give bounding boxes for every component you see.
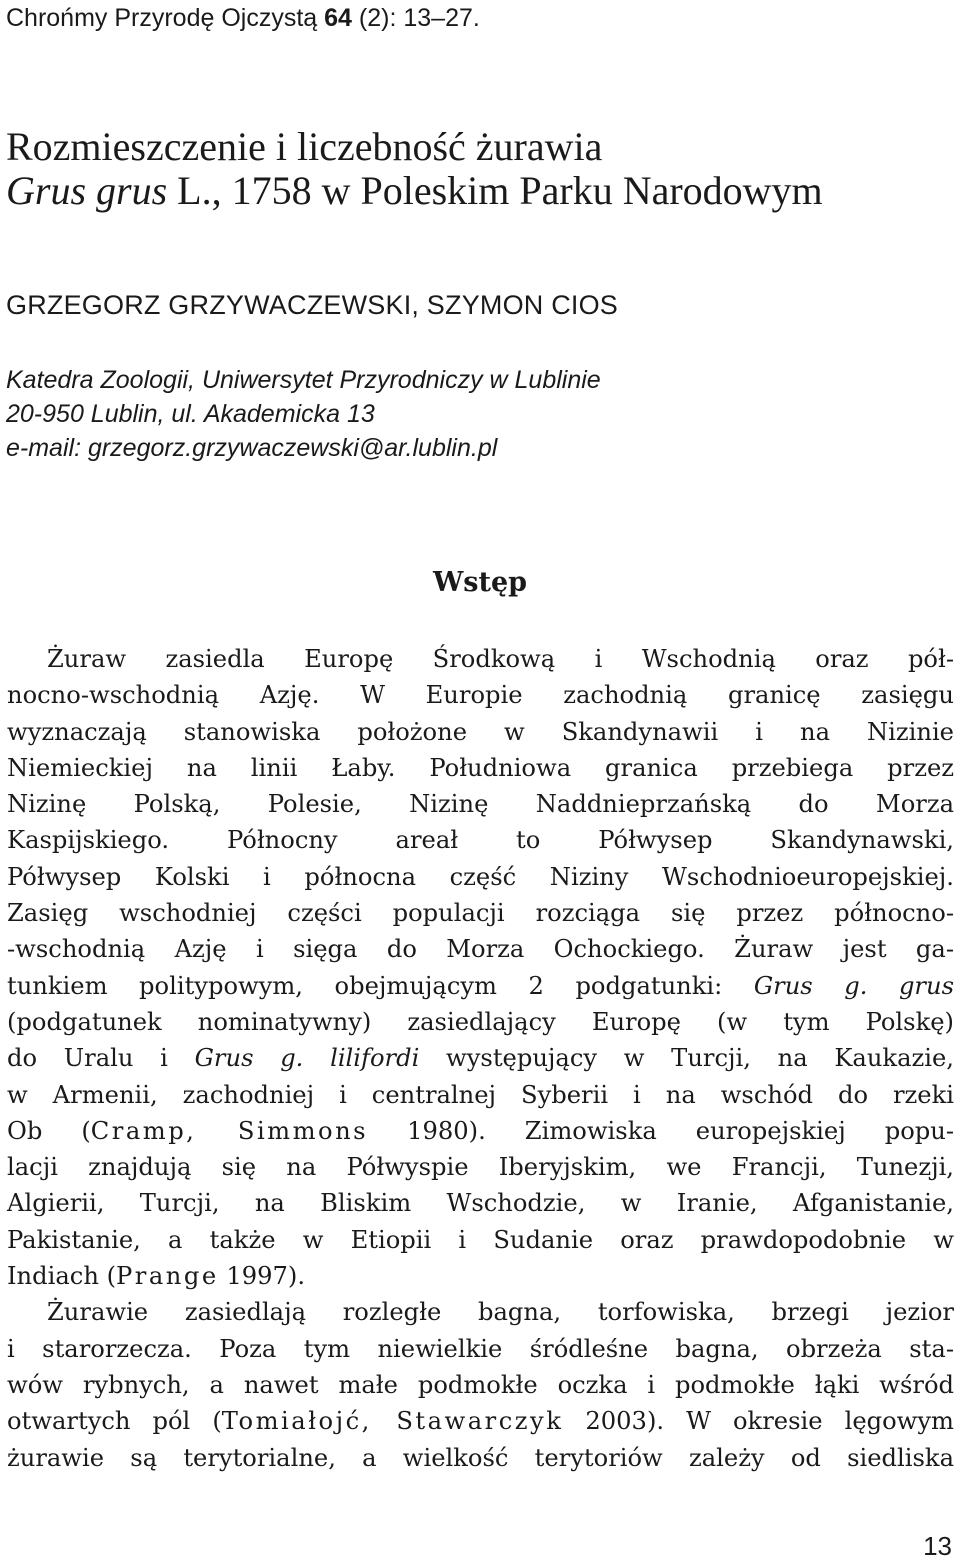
text-line: i starorzecza. Poza tym niewielkie śródleśne bagna, obrzeża sta- bbox=[7, 1334, 954, 1363]
page-number: 13 bbox=[923, 1531, 952, 1561]
paragraph-2 bbox=[7, 1294, 954, 1475]
text-line: Kaspijskiego. Północny areał to Półwysep Skandynawski, bbox=[7, 826, 954, 855]
text-line: Półwysep Kolski i północna część Niziny Wschodnioeuropejskiej. bbox=[7, 862, 954, 891]
citation-authors: Prange bbox=[116, 1262, 219, 1291]
text-line bbox=[7, 968, 954, 1004]
text-line bbox=[7, 1040, 954, 1076]
text-line bbox=[7, 1403, 954, 1439]
body-text bbox=[7, 641, 954, 1476]
text-segment: otwartych pól ( bbox=[7, 1407, 222, 1436]
text-segment: do Uralu i bbox=[7, 1044, 195, 1073]
citation-authors: Tomiałojć, Stawarczyk bbox=[221, 1407, 564, 1436]
affiliation-address: 20-950 Lublin, ul. Akademicka 13 bbox=[6, 400, 375, 428]
text-segment: 2003). W okresie lęgowym bbox=[563, 1407, 954, 1436]
species-name: Grus g. grus bbox=[753, 971, 954, 1000]
text-line: Niemieckiej na linii Łaby. Południowa granica przebiega przez bbox=[7, 753, 954, 782]
journal-issue-pages: (2): 13–27. bbox=[358, 4, 480, 32]
affiliation-department: Katedra Zoologii, Uniwersytet Przyrodniczy w Lublinie bbox=[6, 366, 601, 394]
text-line: lacji znajdują się na Półwyspie Iberyjskim, we Francji, Tunezji, bbox=[7, 1153, 954, 1182]
text-segment: Indiach ( bbox=[7, 1262, 117, 1291]
text-line: Algierii, Turcji, na Bliskim Wschodzie, w Iranie, Afganistanie, bbox=[7, 1189, 954, 1218]
text-segment: Ob ( bbox=[7, 1116, 91, 1145]
text-line: w Armenii, zachodniej i centralnej Syberii i na wschód do rzeki bbox=[7, 1080, 954, 1109]
citation-authors: Cramp, Simmons bbox=[90, 1116, 369, 1145]
title-line-2 bbox=[6, 169, 956, 213]
text-segment: 1997). bbox=[218, 1262, 306, 1291]
text-line: żurawie są terytorialne, a wielkość terytoriów zależy od siedliska bbox=[7, 1443, 954, 1472]
text-line: Żuraw zasiedla Europę Środkową i Wschodnią oraz pół- bbox=[47, 645, 954, 673]
journal-name: Chrońmy Przyrodę Ojczystą bbox=[6, 4, 318, 32]
text-line: Żurawie zasiedlają rozległe bagna, torfowiska, brzegi jezior bbox=[47, 1298, 954, 1327]
journal-volume: 64 bbox=[324, 4, 352, 32]
text-line: nocno-wschodnią Azję. W Europie zachodnią granicę zasięgu bbox=[7, 681, 954, 710]
text-line: Pakistanie, a także w Etiopii i Sudanie oraz prawdopodobnie w bbox=[7, 1225, 954, 1254]
text-line: wyznaczają stanowiska położone w Skandynawii i na Nizinie bbox=[7, 717, 954, 746]
text-line: (podgatunek nominatywny) zasiedlający Europę (w tym Polskę) bbox=[7, 1007, 954, 1036]
article-authors: GRZEGORZ GRZYWACZEWSKI, SZYMON CIOS bbox=[6, 290, 619, 320]
article-title bbox=[6, 125, 956, 213]
title-line-2-rest: L., 1758 w Poleskim Parku Narodowym bbox=[167, 168, 823, 213]
text-line: Nizinę Polską, Polesie, Nizinę Naddnieprzańską do Morza bbox=[7, 790, 954, 819]
text-segment: 1980). Zimowiska europejskiej popu- bbox=[368, 1116, 954, 1145]
text-line bbox=[7, 1113, 954, 1149]
text-line bbox=[7, 1258, 954, 1294]
text-segment: tunkiem politypowym, obejmującym 2 podgatunki: bbox=[7, 971, 754, 1000]
journal-reference bbox=[6, 2, 480, 34]
affiliation-email: e-mail: grzegorz.grzywaczewski@ar.lublin.pl bbox=[6, 434, 498, 462]
author-affiliation bbox=[6, 363, 601, 465]
text-line: -wschodnią Azję i sięga do Morza Ochockiego. Żuraw jest ga- bbox=[7, 935, 954, 964]
species-name: Grus g. lilifordi bbox=[194, 1044, 420, 1073]
title-line-1: Rozmieszczenie i liczebność żurawia bbox=[6, 124, 603, 169]
text-line: wów rybnych, a nawet małe podmokłe oczka i podmokłe łąki wśród bbox=[7, 1370, 954, 1399]
text-line: Zasięg wschodniej części populacji rozciąga się przez północno- bbox=[7, 899, 954, 928]
paragraph-1 bbox=[7, 641, 954, 1294]
title-species: Grus grus bbox=[6, 168, 168, 213]
text-segment: występujący w Turcji, na Kaukazie, bbox=[419, 1044, 954, 1073]
section-heading: Wstęp bbox=[432, 567, 528, 598]
